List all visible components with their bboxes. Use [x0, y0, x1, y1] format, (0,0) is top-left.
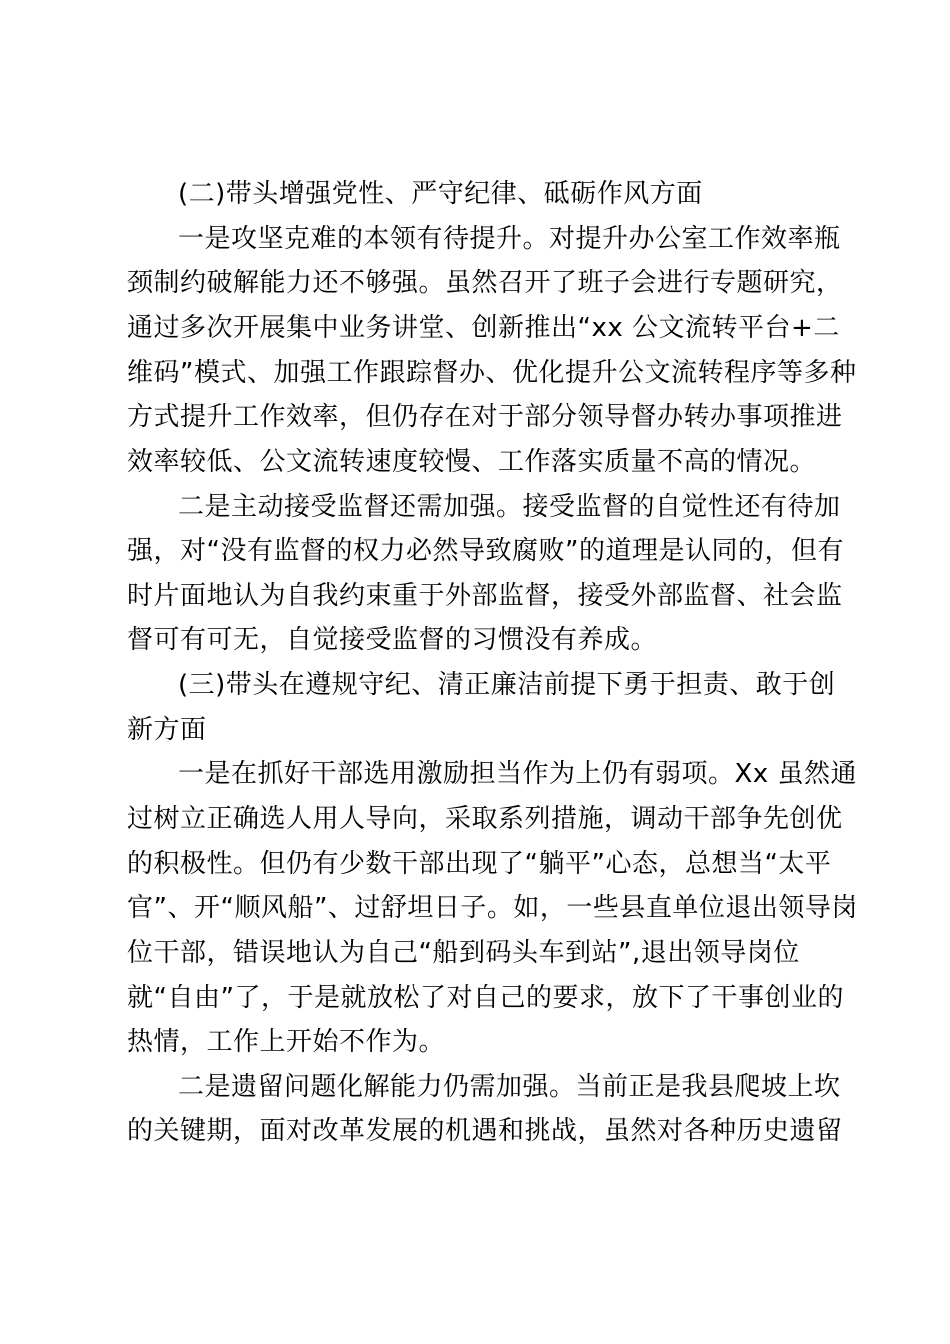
paragraph-line: 官”、开“顺风船”、过舒坦日子。如，一些县直单位退出领导岗 [127, 893, 858, 923]
paragraph-line: 颈制约破解能力还不够强。虽然召开了班子会进行专题研究， [127, 268, 843, 298]
section-heading-2: (二)带头增强党性、严守纪律、砥砺作风方面 [178, 179, 703, 209]
paragraph-line: 一是在抓好干部选用激励担当作为上仍有弱项。Xx 虽然通 [178, 759, 857, 789]
paragraph-line: 一是攻坚克难的本领有待提升。对提升办公室工作效率瓶 [178, 224, 841, 254]
paragraph-line: 二是主动接受监督还需加强。接受监督的自觉性还有待加 [178, 492, 841, 522]
paragraph-line: 就“自由”了，于是就放松了对自己的要求，放下了干事创业的 [127, 983, 844, 1013]
paragraph-line: 方式提升工作效率，但仍存在对于部分领导督办转办事项推进 [127, 402, 843, 432]
section-heading-3: (三)带头在遵规守纪、清正廉洁前提下勇于担责、敢于创 [178, 670, 836, 700]
paragraph-line: 热情，工作上开始不作为。 [127, 1027, 446, 1057]
section-heading-3-cont: 新方面 [127, 715, 207, 745]
paragraph-line: 督可有可无，自觉接受监督的习惯没有养成。 [127, 625, 658, 655]
paragraph-line: 二是遗留问题化解能力仍需加强。当前正是我县爬坡上坎 [178, 1072, 841, 1102]
paragraph-line: 的关键期，面对改革发展的机遇和挑战，虽然对各种历史遗留 [127, 1116, 843, 1146]
paragraph-line: 效率较低、公文流转速度较慢、工作落实质量不高的情况。 [127, 447, 817, 477]
paragraph-line: 强，对“没有监督的权力必然导致腐败”的道理是认同的，但有 [127, 536, 844, 566]
paragraph-line: 位干部，错误地认为自己“船到码头车到站”,退出领导岗位 [127, 938, 800, 968]
paragraph-line: 过树立正确选人用人导向，采取系列措施，调动干部争先创优 [127, 804, 843, 834]
paragraph-line: 通过多次开展集中业务讲堂、创新推出“xx 公文流转平台+二 [127, 313, 840, 343]
paragraph-line: 时片面地认为自我约束重于外部监督，接受外部监督、社会监 [127, 581, 843, 611]
paragraph-line: 维码”模式、加强工作跟踪督办、优化提升公文流转程序等多种 [127, 358, 857, 388]
paragraph-line: 的积极性。但仍有少数干部出现了“躺平”心态，总想当“太平 [127, 849, 832, 879]
